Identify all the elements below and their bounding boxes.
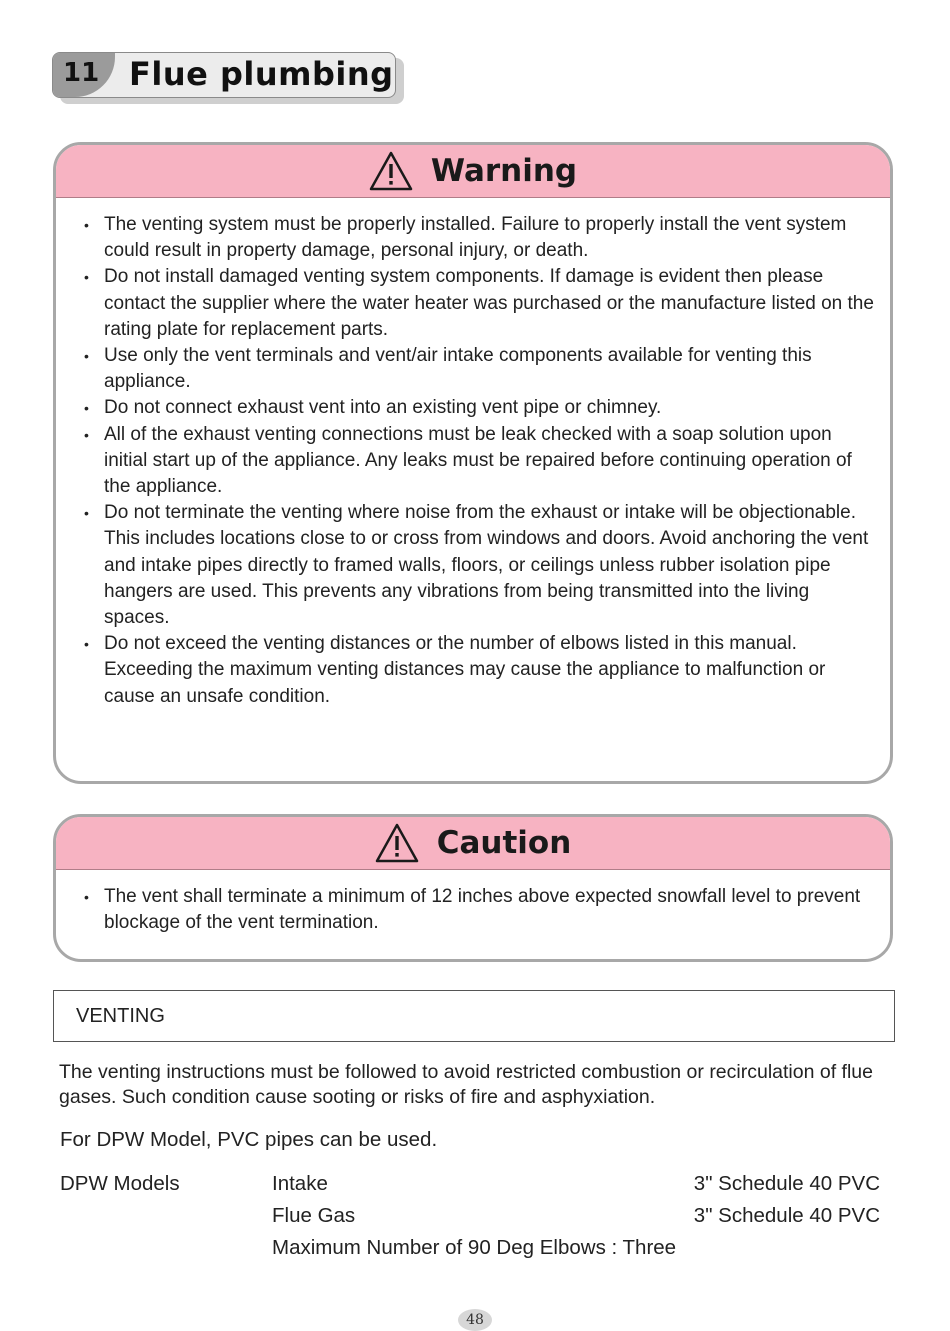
warning-text: Exceeding the maximum venting distances may cause the appliance to malfunction or cause an unsafe condition. <box>104 659 826 707</box>
warning-triangle-icon <box>369 151 413 191</box>
spec-item: Intake <box>272 1172 328 1195</box>
section-header <box>52 52 396 98</box>
caution-title: Caution <box>436 825 572 861</box>
warning-header <box>56 145 890 198</box>
spec-row <box>60 1172 890 1204</box>
warning-item <box>82 422 876 501</box>
warning-item <box>82 631 876 710</box>
venting-heading: VENTING <box>76 1005 165 1027</box>
warning-list <box>56 198 890 724</box>
warning-item <box>82 212 876 264</box>
pvc-note: For DPW Model, PVC pipes can be used. <box>60 1128 438 1151</box>
warning-text: • The venting system must be properly installed. Failure to properly install the vent system could result in property damage, personal injury, or death. <box>104 214 847 262</box>
warning-item <box>82 395 876 421</box>
spec-model: DPW Models <box>60 1172 180 1195</box>
caution-triangle-icon <box>375 823 419 863</box>
warning-text: • Do not install damaged venting system components. If damage is evident then please contact the supplier where the water heater was purchased or the manufacture listed on the rating plate for replacement parts. <box>104 266 874 340</box>
warning-text: • All of the exhaust venting connections must be leak checked with a soap solution upon initial start up of the appliance. Any leaks must be repaired before continuing operation of the appliance. <box>104 423 852 498</box>
spec-value: 3" Schedule 40 PVC <box>693 1204 880 1227</box>
section-header-face <box>52 52 396 98</box>
spec-value: 3" Schedule 40 PVC <box>693 1172 880 1195</box>
page-number: 48 <box>458 1309 492 1331</box>
warning-text: • Do not connect exhaust vent into an existing vent pipe or chimney. <box>104 397 662 419</box>
caution-header <box>56 817 890 870</box>
warning-item <box>82 343 876 395</box>
venting-description: The venting instructions must be followed to avoid restricted combustion or recirculation of flue gases. Such condition cause sooting or risks of fire and asphyxiation. <box>59 1061 873 1108</box>
section-number: 11 <box>53 53 115 97</box>
caution-list <box>56 870 890 950</box>
warning-item <box>82 264 876 343</box>
spec-row <box>60 1236 890 1268</box>
caution-text: • The vent shall terminate a minimum of 12 inches above expected snowfall level to prevent blockage of the vent termination. <box>104 886 861 934</box>
venting-heading-box <box>53 990 895 1042</box>
spec-item: Maximum Number of 90 Deg Elbows : Three <box>272 1236 677 1259</box>
warning-title: Warning <box>430 153 578 189</box>
warning-text: • Use only the vent terminals and vent/air intake components available for venting this appliance. <box>104 345 812 393</box>
spec-row <box>60 1204 890 1236</box>
section-title: Flue plumbing <box>129 55 394 93</box>
caution-box <box>53 814 893 962</box>
warning-text: • Do not terminate the venting where noise from the exhaust or intake will be objectionable. <box>104 502 856 524</box>
spec-item: Flue Gas <box>272 1204 356 1227</box>
caution-item <box>82 884 876 936</box>
warning-box <box>53 142 893 784</box>
warning-text: • Do not exceed the venting distances or the number of elbows listed in this manual. <box>104 633 797 655</box>
warning-text: This includes locations close to or cross from windows and doors. Avoid anchoring the vent and intake pipes directly to framed walls, floors, or ceilings unless rubber isolation pipe hangers are used. This prevents any vibrations from being transmitted into the living spaces. <box>104 528 869 629</box>
warning-item <box>82 500 876 631</box>
pipe-spec-table <box>60 1172 890 1268</box>
